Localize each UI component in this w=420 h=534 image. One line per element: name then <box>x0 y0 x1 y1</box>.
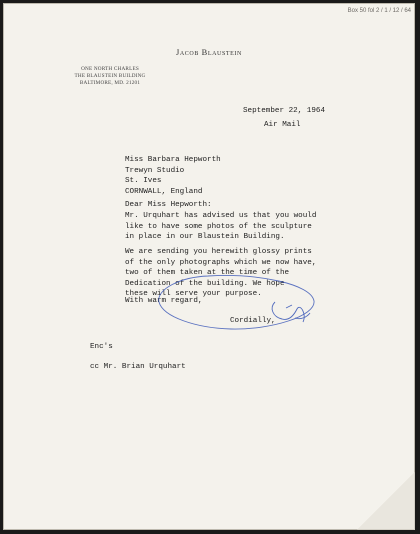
recipient-line: CORNWALL, England <box>125 187 203 196</box>
signature-initials <box>272 302 310 322</box>
paragraph-line: Mr. Urquhart has advised us that you would <box>125 212 317 220</box>
letter-date: September 22, 1964 <box>243 107 326 115</box>
letterhead-name: Jacob Blaustein <box>176 48 242 57</box>
paragraph-line: these will serve your purpose. <box>125 290 262 299</box>
carbon-copy-note: cc Mr. Brian Urquhart <box>90 363 186 371</box>
paragraph-line: like to have some photos of the sculpture <box>125 222 312 231</box>
letterhead-address-line: THE BLAUSTEIN BUILDING <box>74 73 146 79</box>
page-corner-fold <box>357 472 415 530</box>
delivery-method: Air Mail <box>264 121 301 129</box>
paragraph-line: We are sending you herewith glossy prints <box>125 248 312 256</box>
closing-phrase: With warm regard, <box>125 297 203 305</box>
signature-scribble <box>3 3 415 530</box>
letterhead-address-line: ONE NORTH CHARLES <box>81 66 139 72</box>
paragraph-line: Dedication of the building. We hope <box>125 279 285 288</box>
paragraph-line: two of them taken at the time of the <box>125 269 290 278</box>
letterhead-address-line: BALTIMORE, MD. 21201 <box>79 80 141 86</box>
letter-page <box>3 3 415 530</box>
paragraph-line: of the only photographs which we now have, <box>125 258 317 267</box>
recipient-line: St. Ives <box>125 177 162 186</box>
complimentary-close: Cordially, <box>230 317 276 325</box>
recipient-line: Miss Barbara Hepworth <box>125 156 221 164</box>
salutation: Dear Miss Hepworth: <box>125 201 212 209</box>
enclosure-note: Enc's <box>90 343 113 351</box>
signature-loop <box>159 276 314 330</box>
paragraph-line: in place in our Blaustein Building. <box>125 233 285 242</box>
recipient-line: Trewyn Studio <box>125 166 185 175</box>
archive-reference: Box 50 fol 2 / 1 / 12 / 64 <box>347 8 411 14</box>
